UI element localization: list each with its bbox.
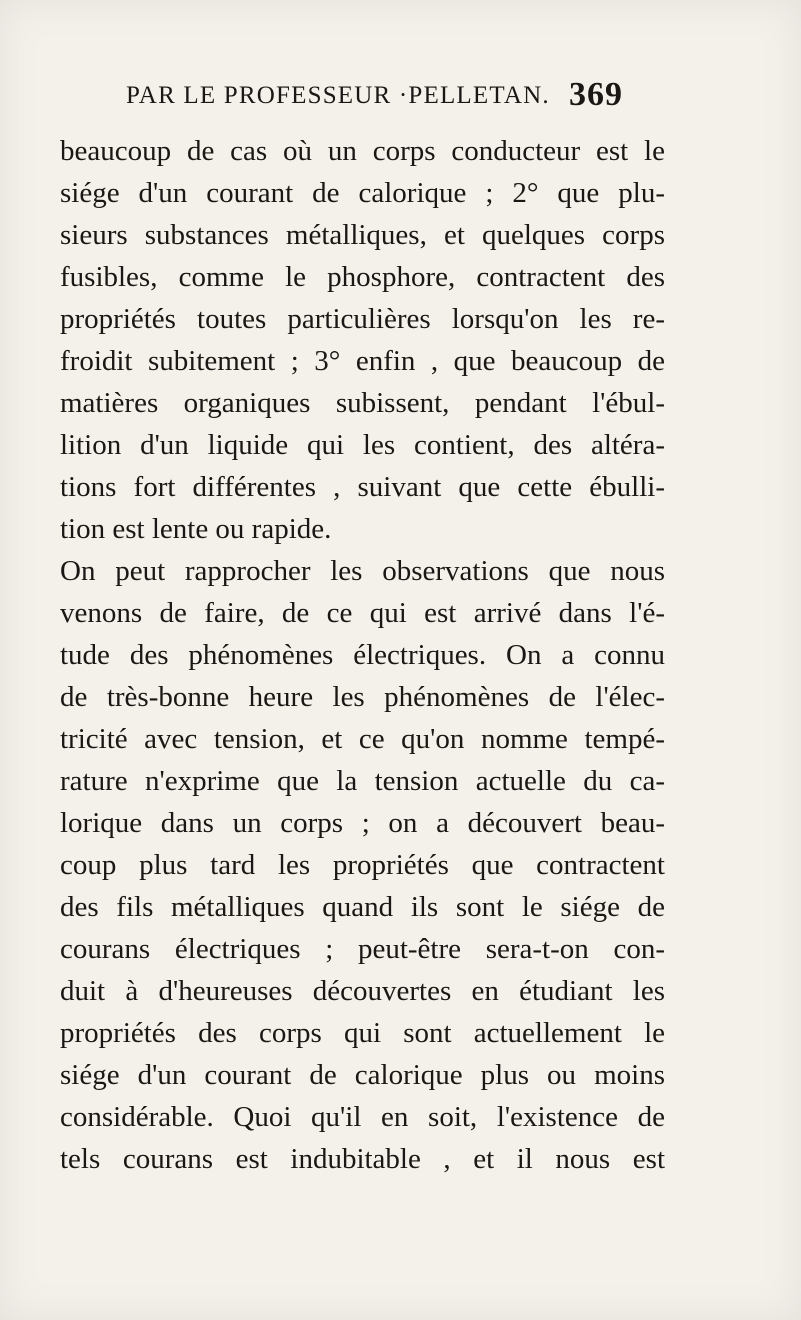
text-line: tions fort différentes , suivant que cette ébulli- [60,471,665,503]
running-title: PAR LE PROFESSEUR ·PELLETAN. [126,82,550,109]
text-line: matières organiques subissent, pendant l'ébul- [60,387,665,419]
text-line: tricité avec tension, et ce qu'on nomme tempé- [60,723,665,755]
text-line: de très-bonne heure les phénomènes de l'élec- [60,681,665,713]
text-line: lorique dans un corps ; on a découvert beau- [60,807,665,839]
text-line: considérable. Quoi qu'il en soit, l'existence de [60,1101,665,1133]
text-line: sieurs substances métalliques, et quelques corps [60,219,665,251]
text-line: lition d'un liquide qui les contient, des altéra- [60,429,665,461]
text-line: coup plus tard les propriétés que contractent [60,849,665,881]
text-line: venons de faire, de ce qui est arrivé dans l'é- [60,597,665,629]
text-line: siége d'un courant de calorique ; 2° que plu- [60,177,665,209]
text-line: rature n'exprime que la tension actuelle du ca- [60,765,665,797]
paragraph-start-line: On peut rapprocher les observations que nous [60,555,665,587]
text-line: propriétés toutes particulières lorsqu'on les re- [60,303,665,335]
page-number: 369 [569,76,623,113]
text-line: propriétés des corps qui sont actuellement le [60,1017,665,1049]
text-line: froidit subitement ; 3° enfin , que beaucoup de [60,345,665,377]
text-line: tude des phénomènes électriques. On a connu [60,639,665,671]
running-head [96,76,656,116]
text-line: fusibles, comme le phosphore, contractent des [60,261,665,293]
text-line: duit à d'heureuses découvertes en étudiant les [60,975,665,1007]
text-line: courans électriques ; peut-être sera-t-on con- [60,933,665,965]
text-line: tels courans est indubitable , et il nous est [60,1143,665,1175]
text-line: beaucoup de cas où un corps conducteur est le [60,135,665,167]
paragraph-end-line: tion est lente ou rapide. [60,513,332,545]
text-line: siége d'un courant de calorique plus ou moins [60,1059,665,1091]
body-text [60,130,665,1180]
text-line: des fils métalliques quand ils sont le siége de [60,891,665,923]
